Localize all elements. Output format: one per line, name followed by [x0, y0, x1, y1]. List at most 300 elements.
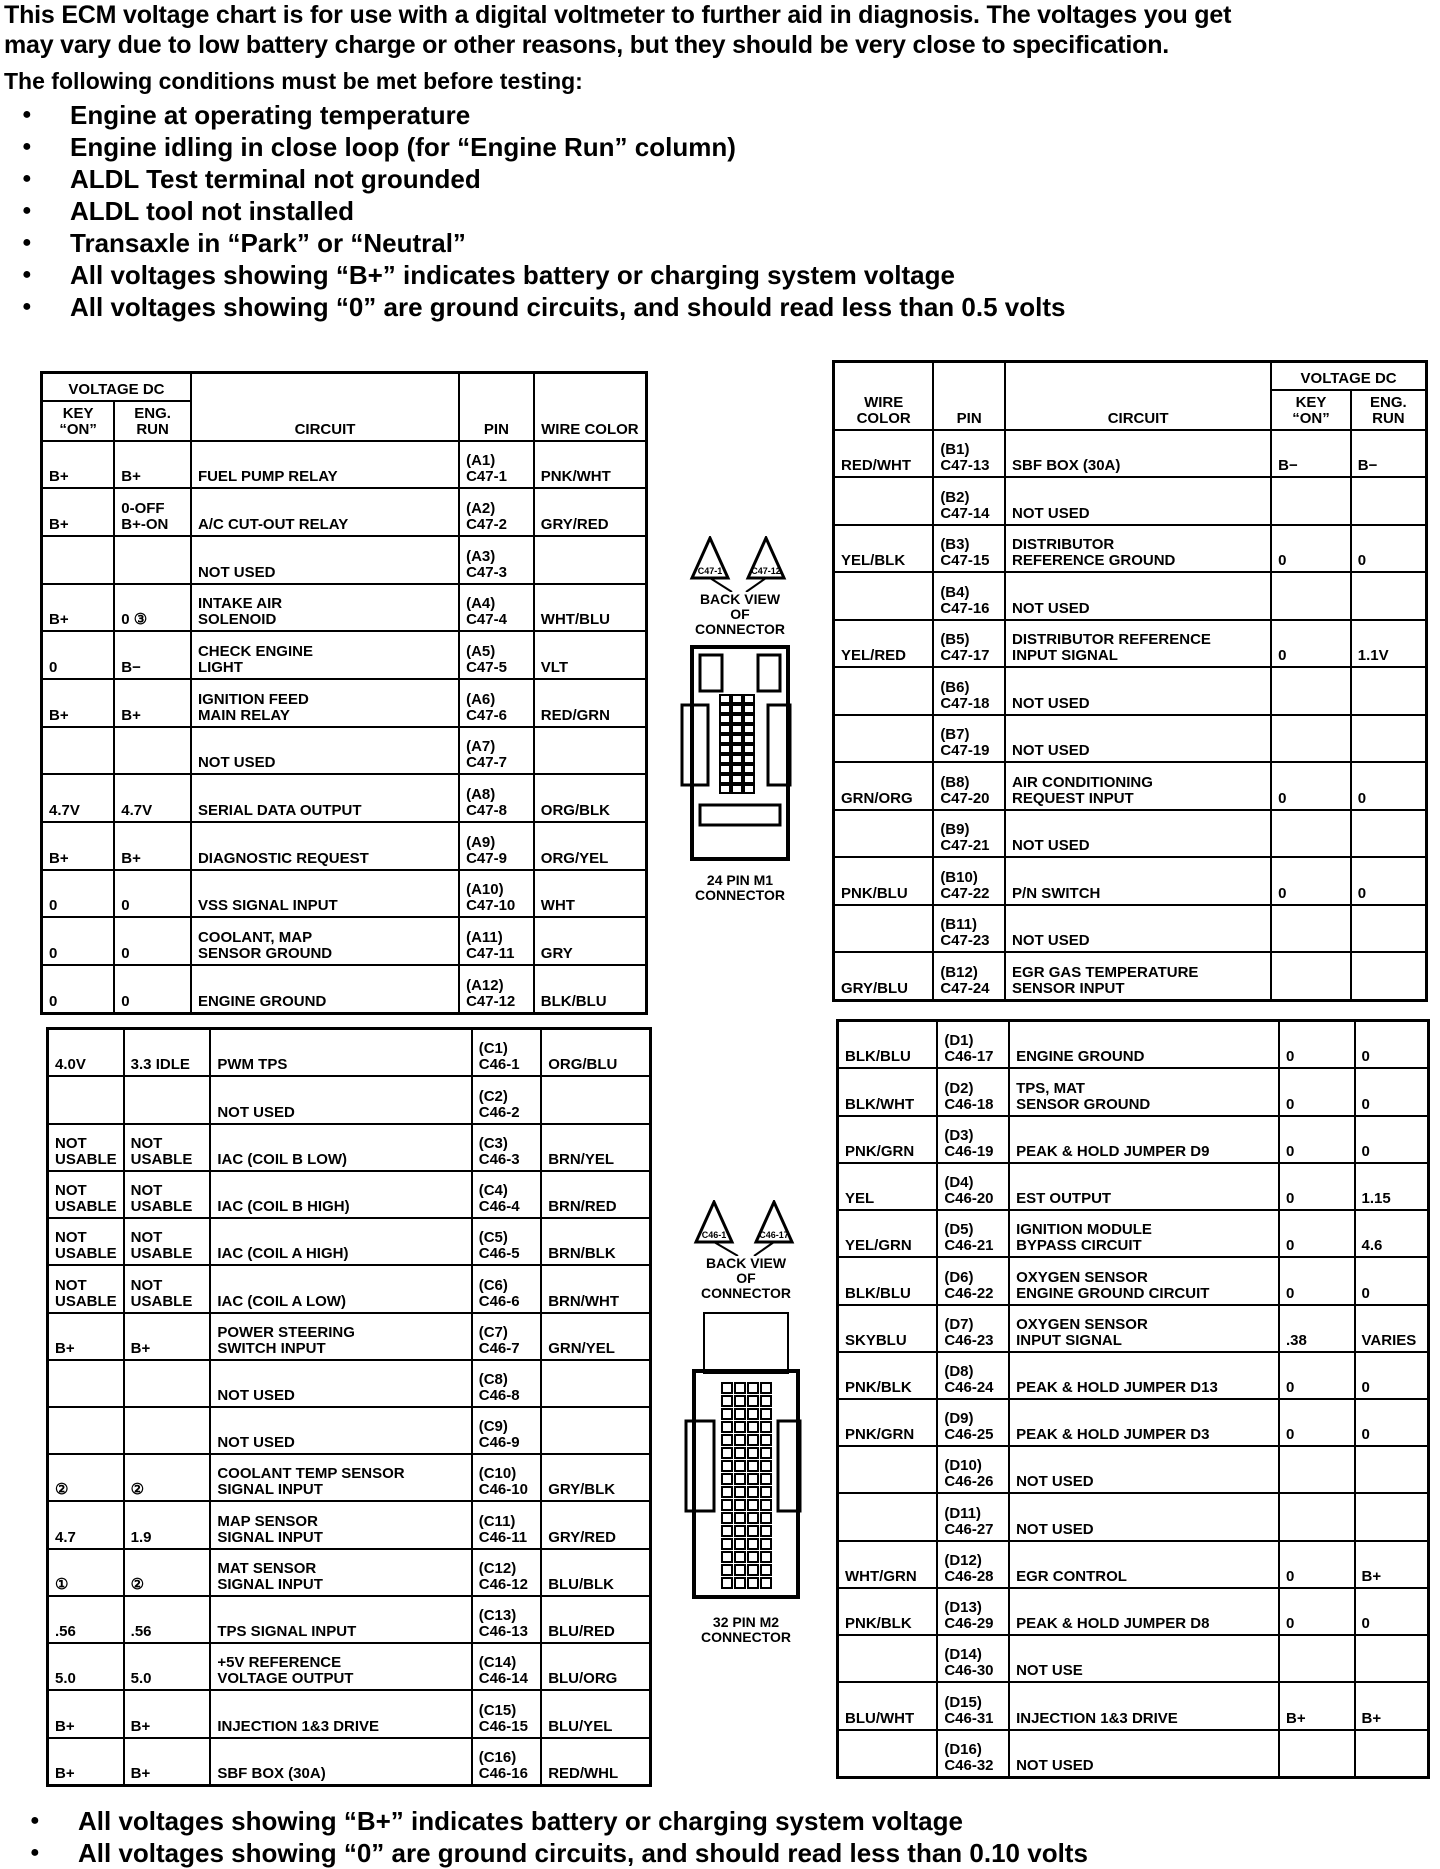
pin-header: PIN	[459, 373, 534, 441]
eng-run-value: B+	[124, 1738, 211, 1786]
circuit-name: INJECTION 1&3 DRIVE	[1009, 1682, 1279, 1729]
conditions-heading: The following conditions must be met before testing:	[4, 68, 583, 94]
wire-color: PNK/BLK	[838, 1352, 938, 1399]
circuit-name: NOT USE	[1009, 1635, 1279, 1682]
table-row	[42, 870, 647, 918]
table-row	[48, 1076, 651, 1123]
circuit-name: INTAKE AIR SOLENOID	[191, 584, 459, 632]
key-on-value: B+	[42, 441, 115, 489]
circuit-header: CIRCUIT	[191, 373, 459, 441]
circuit-name: INJECTION 1&3 DRIVE	[210, 1690, 471, 1737]
wire-color: BLU/ORG	[541, 1643, 650, 1690]
connector-m2-shape	[684, 1311, 808, 1611]
condition-item: ● ALDL Test terminal not grounded	[22, 163, 1434, 195]
circuit-name: OXYGEN SENSOR ENGINE GROUND CIRCUIT	[1009, 1257, 1279, 1304]
connector-pin	[722, 1513, 732, 1523]
key-on-value: 0	[1279, 1210, 1355, 1257]
table-a-connector-c47	[40, 371, 648, 1015]
eng-run-value: 0 ③	[114, 584, 191, 632]
wire-color: PNK/BLK	[838, 1588, 938, 1635]
key-on-value	[42, 536, 115, 584]
connector-pin	[722, 1552, 732, 1562]
intro	[4, 0, 1434, 323]
key-on-value	[1271, 477, 1351, 525]
circuit-name: PWM TPS	[210, 1029, 471, 1077]
wire-color: WHT/BLU	[534, 584, 647, 632]
pin-id: (C6) C46-6	[472, 1265, 541, 1312]
eng-run-value: 0	[114, 965, 191, 1013]
key-on-value: B+	[1279, 1682, 1355, 1729]
pin-id: (B1) C47-13	[933, 430, 1005, 478]
connector-pin	[761, 1487, 771, 1497]
eng-run-value	[114, 536, 191, 584]
key-on-value: 0	[1271, 857, 1351, 905]
key-on-value	[48, 1076, 124, 1123]
wire-color: GRY/RED	[534, 488, 647, 536]
eng-run-value: 1.9	[124, 1501, 211, 1548]
pin-id: (D14) C46-30	[937, 1635, 1009, 1682]
eng-run-value: B+	[124, 1690, 211, 1737]
connector-pin	[744, 745, 754, 753]
wire-color: BRN/YEL	[541, 1124, 650, 1171]
key-on-value: B+	[48, 1738, 124, 1786]
eng-run-value: B+	[114, 441, 191, 489]
key-on-value	[48, 1360, 124, 1407]
connector-pin	[761, 1474, 771, 1484]
key-on-value: 0	[1279, 1021, 1355, 1069]
connector-pin	[720, 695, 730, 703]
key-on-value	[1271, 715, 1351, 763]
eng-run-value: VARIES	[1355, 1305, 1429, 1352]
key-on-header: KEY “ON”	[42, 401, 115, 441]
circuit-name: SBF BOX (30A)	[1005, 430, 1271, 478]
key-on-value: ①	[48, 1549, 124, 1596]
eng-run-value: 0	[1355, 1352, 1429, 1399]
table-row	[42, 727, 647, 775]
key-on-value: B−	[1271, 430, 1351, 478]
circuit-name: DISTRIBUTOR REFERENCE GROUND	[1005, 525, 1271, 573]
table-row	[834, 857, 1427, 905]
wire-color: GRY/BLU	[834, 952, 934, 1000]
connector-pin	[761, 1552, 771, 1562]
key-on-value	[1279, 1730, 1355, 1778]
connector-pin	[744, 785, 754, 793]
table-row	[838, 1210, 1429, 1257]
pin-id: (C15) C46-15	[472, 1690, 541, 1737]
table-row	[838, 1305, 1429, 1352]
key-on-value: 0	[1279, 1163, 1355, 1210]
table-row	[42, 631, 647, 679]
table-row	[48, 1596, 651, 1643]
key-on-value: B+	[42, 488, 115, 536]
table-row	[48, 1029, 651, 1077]
key-on-value: NOT USABLE	[48, 1218, 124, 1265]
wire-color: YEL	[838, 1163, 938, 1210]
wire-color	[541, 1407, 650, 1454]
connector-pin	[732, 715, 742, 723]
key-on-value: 0	[1279, 1352, 1355, 1399]
eng-run-value: 0	[1355, 1021, 1429, 1069]
circuit-name: NOT USED	[191, 727, 459, 775]
connector-pin	[748, 1474, 758, 1484]
wire-color: BLK/BLU	[838, 1021, 938, 1069]
eng-run-value	[1355, 1446, 1429, 1493]
table-row	[834, 620, 1427, 668]
table-row	[838, 1541, 1429, 1588]
pin-id: (D16) C46-32	[937, 1730, 1009, 1778]
circuit-name: NOT USED	[210, 1076, 471, 1123]
eng-run-value: 1.15	[1355, 1163, 1429, 1210]
table-row	[48, 1218, 651, 1265]
circuit-name: TPS, MAT SENSOR GROUND	[1009, 1068, 1279, 1115]
connector-pin	[722, 1487, 732, 1497]
key-on-value: 0	[1279, 1068, 1355, 1115]
pin-id: (C14) C46-14	[472, 1643, 541, 1690]
pin-id: (B2) C47-14	[933, 477, 1005, 525]
eng-run-value: 0	[1355, 1257, 1429, 1304]
connector-label: CONNECTOR	[695, 621, 785, 637]
eng-run-value: 4.6	[1355, 1210, 1429, 1257]
circuit-name: IGNITION FEED MAIN RELAY	[191, 679, 459, 727]
connector-pin	[722, 1396, 732, 1406]
pin-id: (C3) C46-3	[472, 1124, 541, 1171]
wire-color: WHT/GRN	[838, 1541, 938, 1588]
eng-run-value: B+	[1355, 1682, 1429, 1729]
connector-pin	[744, 755, 754, 763]
eng-run-value: 0	[114, 870, 191, 918]
tri-right-label: C47-12	[751, 566, 781, 576]
connector-pin	[720, 705, 730, 713]
key-on-value: 0	[1279, 1588, 1355, 1635]
connector-pin	[761, 1383, 771, 1393]
eng-run-value: ②	[124, 1549, 211, 1596]
connector-pin	[722, 1435, 732, 1445]
eng-run-value	[1355, 1635, 1429, 1682]
pin-id: (D1) C46-17	[937, 1021, 1009, 1069]
connector-pin	[744, 765, 754, 773]
pin-id: (B6) C47-18	[933, 667, 1005, 715]
pin-id: (B12) C47-24	[933, 952, 1005, 1000]
pin-id: (A5) C47-5	[459, 631, 534, 679]
eng-run-value	[124, 1360, 211, 1407]
pin-id: (D3) C46-19	[937, 1116, 1009, 1163]
circuit-name: SBF BOX (30A)	[210, 1738, 471, 1786]
wire-color: ORG/BLK	[534, 774, 647, 822]
table-row	[834, 762, 1427, 810]
circuit-name: NOT USED	[191, 536, 459, 584]
connector-pin	[744, 715, 754, 723]
pin-header: PIN	[933, 362, 1005, 430]
eng-run-value: B+	[114, 822, 191, 870]
table-row	[838, 1635, 1429, 1682]
key-on-value	[1271, 905, 1351, 953]
connector-pin	[720, 725, 730, 733]
table-row	[834, 525, 1427, 573]
table-row	[834, 572, 1427, 620]
table-row	[838, 1021, 1429, 1069]
eng-run-value	[1351, 952, 1427, 1000]
key-on-value	[1279, 1635, 1355, 1682]
circuit-name: IAC (COIL A LOW)	[210, 1265, 471, 1312]
key-on-value: NOT USABLE	[48, 1171, 124, 1218]
wire-color: YEL/BLK	[834, 525, 934, 573]
pin-id: (C12) C46-12	[472, 1549, 541, 1596]
connector-pin	[722, 1448, 732, 1458]
pin-id: (D10) C46-26	[937, 1446, 1009, 1493]
table-row	[42, 917, 647, 965]
connector-pin	[748, 1396, 758, 1406]
connector-pin	[748, 1487, 758, 1497]
wire-color: RED/WHT	[834, 430, 934, 478]
connector-pin	[748, 1383, 758, 1393]
table-row	[838, 1352, 1429, 1399]
pin-id: (D8) C46-24	[937, 1352, 1009, 1399]
connector-pin	[761, 1448, 771, 1458]
eng-run-value: B−	[1351, 430, 1427, 478]
wire-color: GRY	[534, 917, 647, 965]
connector-pin	[732, 755, 742, 763]
circuit-name: NOT USED	[1009, 1493, 1279, 1540]
connector-pin	[735, 1539, 745, 1549]
pin-id: (B11) C47-23	[933, 905, 1005, 953]
wire-color: BRN/BLK	[541, 1218, 650, 1265]
table-row	[834, 667, 1427, 715]
circuit-name: IAC (COIL A HIGH)	[210, 1218, 471, 1265]
pin-id: (A2) C47-2	[459, 488, 534, 536]
wire-color: RED/WHL	[541, 1738, 650, 1786]
connector-pin	[744, 725, 754, 733]
connector-pin	[761, 1500, 771, 1510]
connector-pin	[735, 1435, 745, 1445]
connector-name-2: CONNECTOR	[695, 887, 785, 903]
connector-pin	[720, 755, 730, 763]
connector-name-1: 32 PIN M2	[712, 1614, 780, 1630]
table-row	[838, 1399, 1429, 1446]
table-row	[42, 774, 647, 822]
wire-color: GRN/ORG	[834, 762, 934, 810]
wire-color-header: WIRE COLOR	[534, 373, 647, 441]
connector-pin	[735, 1461, 745, 1471]
pin-id: (B4) C47-16	[933, 572, 1005, 620]
wire-color	[534, 727, 647, 775]
circuit-name: ENGINE GROUND	[1009, 1021, 1279, 1069]
eng-run-header: ENG. RUN	[114, 401, 191, 441]
eng-run-value: B+	[1355, 1541, 1429, 1588]
connector-pin	[748, 1409, 758, 1419]
key-on-value: 0	[1271, 762, 1351, 810]
pin-id: (D15) C46-31	[937, 1682, 1009, 1729]
circuit-name: FUEL PUMP RELAY	[191, 441, 459, 489]
pin-id: (C1) C46-1	[472, 1029, 541, 1077]
key-on-value: B+	[42, 584, 115, 632]
voltage-dc-header: VOLTAGE DC	[1271, 362, 1426, 390]
eng-run-value: 0	[1355, 1068, 1429, 1115]
connector-pin	[735, 1513, 745, 1523]
circuit-name: DISTRIBUTOR REFERENCE INPUT SIGNAL	[1005, 620, 1271, 668]
connector-pin	[761, 1513, 771, 1523]
wire-color	[834, 572, 934, 620]
wire-color	[834, 810, 934, 858]
wire-color: ORG/BLU	[541, 1029, 650, 1077]
table-row	[42, 441, 647, 489]
wire-color	[838, 1730, 938, 1778]
pin-id: (B9) C47-21	[933, 810, 1005, 858]
connector-pin	[732, 775, 742, 783]
circuit-name: COOLANT TEMP SENSOR SIGNAL INPUT	[210, 1454, 471, 1501]
wire-color	[838, 1635, 938, 1682]
eng-run-value	[124, 1407, 211, 1454]
wire-color: WHT	[534, 870, 647, 918]
intro-line-2: may vary due to low battery charge or other reasons, but they should be very close to specification.	[4, 31, 1170, 59]
circuit-name: +5V REFERENCE VOLTAGE OUTPUT	[210, 1643, 471, 1690]
wire-color: PNK/BLU	[834, 857, 934, 905]
table-row	[838, 1682, 1429, 1729]
circuit-name: NOT USED	[1005, 715, 1271, 763]
wire-color: PNK/WHT	[534, 441, 647, 489]
pin-id: (D12) C46-28	[937, 1541, 1009, 1588]
connector-pin	[720, 735, 730, 743]
wire-color: BLU/YEL	[541, 1690, 650, 1737]
table-row	[838, 1068, 1429, 1115]
wire-color: RED/GRN	[534, 679, 647, 727]
table-row	[48, 1738, 651, 1786]
pin-id: (C13) C46-13	[472, 1596, 541, 1643]
key-on-value: 0	[1279, 1399, 1355, 1446]
connector-pin	[720, 785, 730, 793]
connector-pin	[732, 765, 742, 773]
circuit-name: TPS SIGNAL INPUT	[210, 1596, 471, 1643]
circuit-name: IAC (COIL B HIGH)	[210, 1171, 471, 1218]
circuit-name: NOT USED	[1009, 1730, 1279, 1778]
connector-pin	[748, 1461, 758, 1471]
table-row	[48, 1690, 651, 1737]
connector-pin	[735, 1487, 745, 1497]
connector-pin	[744, 735, 754, 743]
pin-id: (C5) C46-5	[472, 1218, 541, 1265]
table-row	[834, 952, 1427, 1000]
connector-pin	[761, 1409, 771, 1419]
connector-pin	[735, 1448, 745, 1458]
circuit-name: VSS SIGNAL INPUT	[191, 870, 459, 918]
table-row	[838, 1446, 1429, 1493]
tri-left-label: C46-1	[701, 1230, 727, 1240]
key-on-value: 5.0	[48, 1643, 124, 1690]
connector-pin	[748, 1526, 758, 1536]
eng-run-value: B+	[124, 1313, 211, 1360]
circuit-name: IGNITION MODULE BYPASS CIRCUIT	[1009, 1210, 1279, 1257]
connector-pin	[722, 1526, 732, 1536]
table-row	[48, 1501, 651, 1548]
conditions-list	[4, 99, 1434, 323]
table-row	[834, 430, 1427, 478]
key-on-value: 0	[42, 870, 115, 918]
pin-id: (A9) C47-9	[459, 822, 534, 870]
table-c-connector-c46	[46, 1027, 652, 1787]
wire-color	[838, 1493, 938, 1540]
pin-id: (B5) C47-17	[933, 620, 1005, 668]
wire-color	[541, 1076, 650, 1123]
pin-id: (B8) C47-20	[933, 762, 1005, 810]
eng-run-value	[1351, 667, 1427, 715]
footer-note: ● All voltages showing “0” are ground circuits, and should read less than 0.10 volts	[30, 1837, 1410, 1869]
circuit-name: AIR CONDITIONING REQUEST INPUT	[1005, 762, 1271, 810]
wire-color	[834, 477, 934, 525]
connector-pin	[748, 1552, 758, 1562]
circuit-name: ENGINE GROUND	[191, 965, 459, 1013]
pin-id: (D4) C46-20	[937, 1163, 1009, 1210]
circuit-name: NOT USED	[1009, 1446, 1279, 1493]
pin-id: (C16) C46-16	[472, 1738, 541, 1786]
wire-color	[838, 1446, 938, 1493]
table-row	[48, 1124, 651, 1171]
key-on-value	[1279, 1493, 1355, 1540]
table-row	[42, 536, 647, 584]
connector-pin	[761, 1565, 771, 1575]
connector-pin	[720, 775, 730, 783]
condition-item: ● ALDL tool not installed	[22, 195, 1434, 227]
circuit-name: NOT USED	[1005, 572, 1271, 620]
connector-name-1: 24 PIN M1	[706, 872, 774, 888]
table-d-connector-c46	[836, 1019, 1430, 1779]
wire-color: GRN/YEL	[541, 1313, 650, 1360]
key-on-value: B+	[42, 679, 115, 727]
circuit-name: OXYGEN SENSOR INPUT SIGNAL	[1009, 1305, 1279, 1352]
connector-m1-diagram	[680, 536, 800, 903]
table-row	[834, 477, 1427, 525]
key-on-value: 0	[1271, 525, 1351, 573]
connector-pin	[732, 785, 742, 793]
table-row	[42, 965, 647, 1013]
circuit-name: EGR CONTROL	[1009, 1541, 1279, 1588]
eng-run-value: NOT USABLE	[124, 1218, 211, 1265]
key-on-value	[42, 727, 115, 775]
connector-pin	[735, 1396, 745, 1406]
pin-id: (B10) C47-22	[933, 857, 1005, 905]
key-on-value: B+	[48, 1690, 124, 1737]
table-row	[838, 1163, 1429, 1210]
circuit-name: NOT USED	[1005, 667, 1271, 715]
eng-run-value	[114, 727, 191, 775]
pin-id: (D11) C46-27	[937, 1493, 1009, 1540]
key-on-value: 4.7	[48, 1501, 124, 1548]
circuit-name: PEAK & HOLD JUMPER D3	[1009, 1399, 1279, 1446]
wire-color	[534, 536, 647, 584]
wire-color: GRY/BLK	[541, 1454, 650, 1501]
wire-color: BLK/WHT	[838, 1068, 938, 1115]
wire-color: YEL/RED	[834, 620, 934, 668]
connector-pin	[761, 1396, 771, 1406]
eng-run-value	[124, 1076, 211, 1123]
circuit-name: NOT USED	[1005, 810, 1271, 858]
connector-pin	[761, 1461, 771, 1471]
condition-item: ● Engine idling in close loop (for “Engine Run” column)	[22, 131, 1434, 163]
connector-pin	[735, 1552, 745, 1562]
wire-color: BRN/WHT	[541, 1265, 650, 1312]
table-b-connector-c47	[832, 360, 1428, 1002]
connector-pin	[761, 1526, 771, 1536]
tri-right-label: C46-17	[759, 1230, 789, 1240]
connector-pin	[748, 1539, 758, 1549]
connector-name-2: CONNECTOR	[701, 1629, 791, 1645]
connector-pin	[720, 765, 730, 773]
key-on-value: NOT USABLE	[48, 1124, 124, 1171]
circuit-name: P/N SWITCH	[1005, 857, 1271, 905]
wire-color	[834, 715, 934, 763]
key-on-value	[1271, 810, 1351, 858]
wire-color: GRY/RED	[541, 1501, 650, 1548]
connector-pin	[744, 775, 754, 783]
wire-color: BLK/BLU	[838, 1257, 938, 1304]
